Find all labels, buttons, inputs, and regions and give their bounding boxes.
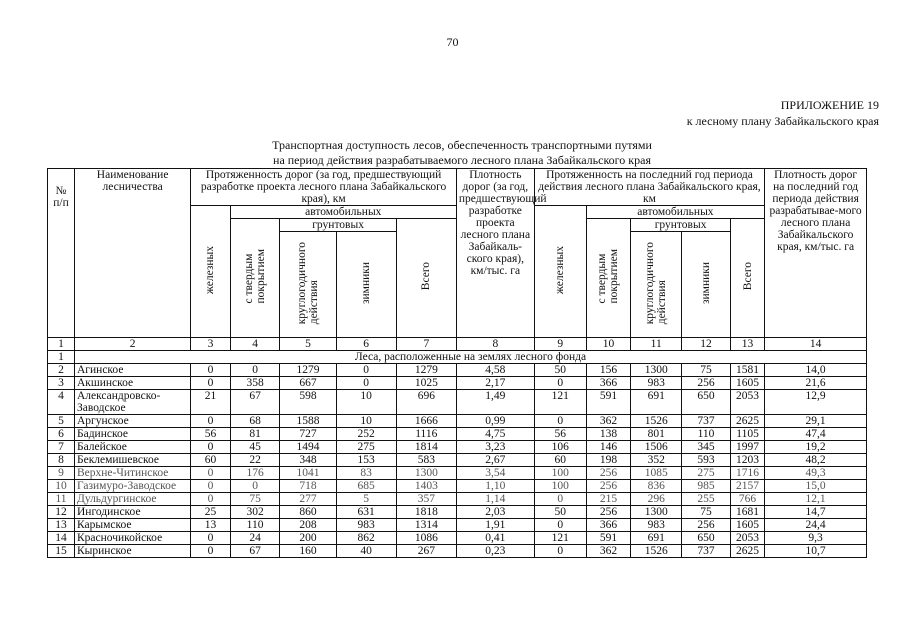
cell-col-6: 0 <box>336 364 396 377</box>
cell-col-10: 366 <box>586 519 631 532</box>
table-row <box>48 467 867 480</box>
cell-col-10: 362 <box>586 545 631 558</box>
table-row <box>48 506 867 519</box>
column-number: 11 <box>631 338 682 351</box>
header-allyear-1 <box>280 232 336 338</box>
cell-col-5: 348 <box>280 454 336 467</box>
cell-col-3: 13 <box>191 519 230 532</box>
header-allyear-1-line-2: действия <box>308 280 320 325</box>
row-number: 6 <box>48 428 75 441</box>
cell-col-3: 60 <box>191 454 230 467</box>
cell-col-3: 0 <box>191 364 230 377</box>
cell-col-13: 1716 <box>730 467 764 480</box>
cell-col-10: 156 <box>586 364 631 377</box>
cell-col-10: 256 <box>586 467 631 480</box>
cell-col-3: 0 <box>191 415 230 428</box>
section-row <box>48 351 867 364</box>
cell-col-9: 0 <box>534 519 586 532</box>
cell-col-9: 106 <box>534 441 586 454</box>
header-winter-2-text: зимники <box>700 261 713 305</box>
cell-col-8: 4,58 <box>456 364 534 377</box>
cell-col-11: 352 <box>631 454 682 467</box>
column-number: 6 <box>336 338 396 351</box>
row-number: 12 <box>48 506 75 519</box>
cell-col-7: 1814 <box>396 441 456 454</box>
cell-col-3: 56 <box>191 428 230 441</box>
cell-col-10: 366 <box>586 377 631 390</box>
cell-col-12: 256 <box>682 519 731 532</box>
header-allyear-2-text <box>644 242 668 324</box>
cell-col-10: 256 <box>586 506 631 519</box>
cell-col-4: 67 <box>230 390 280 415</box>
forestry-name: Газимуро-Заводское <box>74 480 190 493</box>
cell-col-10: 256 <box>586 480 631 493</box>
table-row <box>48 415 867 428</box>
cell-col-14: 24,4 <box>765 519 867 532</box>
cell-col-3: 0 <box>191 480 230 493</box>
header-rail-1-text: железных <box>204 245 217 295</box>
header-density-1: Плотность дорог (за год, предшествующий разработке проекта лесного плана Забайкаль-ского края), км/тыс. га <box>456 169 534 338</box>
cell-col-8: 1,14 <box>456 493 534 506</box>
forestry-name: Дульдургинское <box>74 493 190 506</box>
cell-col-13: 2157 <box>730 480 764 493</box>
cell-col-7: 583 <box>396 454 456 467</box>
cell-col-9: 50 <box>534 506 586 519</box>
header-total-2-text: Всего <box>741 262 754 291</box>
column-number: 8 <box>456 338 534 351</box>
row-number: 4 <box>48 390 75 415</box>
cell-col-14: 21,6 <box>765 377 867 390</box>
cell-col-12: 75 <box>682 506 731 519</box>
cell-col-8: 2,03 <box>456 506 534 519</box>
cell-col-3: 25 <box>191 506 230 519</box>
table-row <box>48 480 867 493</box>
cell-col-12: 737 <box>682 415 731 428</box>
cell-col-7: 1666 <box>396 415 456 428</box>
cell-col-13: 2625 <box>730 415 764 428</box>
header-allyear-2-line-1: круглогодичного <box>644 241 657 325</box>
column-number: 5 <box>280 338 336 351</box>
cell-col-7: 1314 <box>396 519 456 532</box>
cell-col-9: 100 <box>534 480 586 493</box>
cell-col-5: 718 <box>280 480 336 493</box>
column-number: 14 <box>765 338 867 351</box>
cell-col-5: 860 <box>280 506 336 519</box>
table-row <box>48 454 867 467</box>
table-title-line-2: на период действия разрабатываемого лесного плана Забайкальского края <box>273 153 651 167</box>
row-number: 9 <box>48 467 75 480</box>
cell-col-7: 1279 <box>396 364 456 377</box>
cell-col-10: 138 <box>586 428 631 441</box>
column-number: 10 <box>586 338 631 351</box>
table-row <box>48 545 867 558</box>
header-group-2: Протяженность на последний год периода действия лесного плана Забайкальского края, км <box>534 169 764 206</box>
table-row <box>48 428 867 441</box>
cell-col-6: 5 <box>336 493 396 506</box>
row-number: 8 <box>48 454 75 467</box>
cell-col-9: 56 <box>534 428 586 441</box>
table-row <box>48 441 867 454</box>
cell-col-11: 1300 <box>631 364 682 377</box>
cell-col-14: 14,0 <box>765 364 867 377</box>
forestry-name: Ингодинское <box>74 506 190 519</box>
row-number: 5 <box>48 415 75 428</box>
column-number: 3 <box>191 338 230 351</box>
cell-col-3: 21 <box>191 390 230 415</box>
cell-col-4: 110 <box>230 519 280 532</box>
header-num: № п/п <box>48 169 75 338</box>
cell-col-12: 110 <box>682 428 731 441</box>
cell-col-4: 67 <box>230 545 280 558</box>
header-allyear-2 <box>631 232 682 338</box>
header-paved-1-line-1: с твердым <box>243 253 256 304</box>
column-number: 12 <box>682 338 731 351</box>
cell-col-4: 45 <box>230 441 280 454</box>
cell-col-14: 29,1 <box>765 415 867 428</box>
section-label: Леса, расположенные на землях лесного фонда <box>74 351 866 364</box>
header-total-2 <box>730 219 764 338</box>
header-paved-2 <box>586 219 631 338</box>
cell-col-12: 737 <box>682 545 731 558</box>
cell-col-7: 1300 <box>396 467 456 480</box>
forestry-name: Агинское <box>74 364 190 377</box>
cell-col-13: 1581 <box>730 364 764 377</box>
cell-col-11: 801 <box>631 428 682 441</box>
page-number: 70 <box>446 35 459 49</box>
cell-col-12: 593 <box>682 454 731 467</box>
cell-col-12: 985 <box>682 480 731 493</box>
cell-col-14: 48,2 <box>765 454 867 467</box>
forestry-name: Красночикойское <box>74 532 190 545</box>
cell-col-10: 198 <box>586 454 631 467</box>
cell-col-3: 0 <box>191 532 230 545</box>
cell-col-12: 75 <box>682 364 731 377</box>
cell-col-6: 685 <box>336 480 396 493</box>
header-rail-1 <box>191 206 230 338</box>
header-auto-1: автомобильных <box>230 206 456 219</box>
cell-col-6: 40 <box>336 545 396 558</box>
table-row <box>48 364 867 377</box>
header-paved-2-line-1: с твердым <box>596 253 609 304</box>
cell-col-4: 75 <box>230 493 280 506</box>
cell-col-8: 2,17 <box>456 377 534 390</box>
cell-col-13: 1681 <box>730 506 764 519</box>
cell-col-3: 0 <box>191 467 230 480</box>
cell-col-3: 0 <box>191 377 230 390</box>
cell-col-10: 362 <box>586 415 631 428</box>
cell-col-11: 691 <box>631 390 682 415</box>
cell-col-6: 83 <box>336 467 396 480</box>
cell-col-4: 176 <box>230 467 280 480</box>
cell-col-10: 591 <box>586 532 631 545</box>
cell-col-5: 200 <box>280 532 336 545</box>
cell-col-6: 983 <box>336 519 396 532</box>
cell-col-9: 0 <box>534 545 586 558</box>
table-row <box>48 519 867 532</box>
cell-col-12: 345 <box>682 441 731 454</box>
cell-col-5: 598 <box>280 390 336 415</box>
row-number: 15 <box>48 545 75 558</box>
header-row-1 <box>48 169 867 206</box>
cell-col-5: 208 <box>280 519 336 532</box>
cell-col-9: 0 <box>534 415 586 428</box>
header-rail-2 <box>534 206 586 338</box>
cell-col-8: 0,41 <box>456 532 534 545</box>
header-total-1 <box>396 219 456 338</box>
cell-col-12: 650 <box>682 532 731 545</box>
cell-col-12: 255 <box>682 493 731 506</box>
cell-col-8: 0,99 <box>456 415 534 428</box>
header-paved-1-line-2: покрытием <box>255 249 268 304</box>
cell-col-11: 1526 <box>631 545 682 558</box>
cell-col-13: 2053 <box>730 532 764 545</box>
cell-col-5: 160 <box>280 545 336 558</box>
cell-col-7: 1086 <box>396 532 456 545</box>
cell-col-13: 1203 <box>730 454 764 467</box>
forestry-name: Бадинское <box>74 428 190 441</box>
cell-col-5: 1279 <box>280 364 336 377</box>
forestry-name: Аргунское <box>74 415 190 428</box>
cell-col-8: 3,54 <box>456 467 534 480</box>
row-number: 13 <box>48 519 75 532</box>
appendix-subtitle: к лесному плану Забайкальского края <box>686 114 879 128</box>
header-auto-2: автомобильных <box>586 206 765 219</box>
cell-col-10: 146 <box>586 441 631 454</box>
appendix-title: ПРИЛОЖЕНИЕ 19 <box>780 98 879 112</box>
cell-col-4: 81 <box>230 428 280 441</box>
table-body <box>48 364 867 558</box>
table-title-line-1: Транспортная доступность лесов, обеспеченность транспортными путями <box>272 138 652 152</box>
cell-col-7: 267 <box>396 545 456 558</box>
cell-col-6: 631 <box>336 506 396 519</box>
cell-col-11: 1300 <box>631 506 682 519</box>
cell-col-11: 1506 <box>631 441 682 454</box>
cell-col-8: 1,49 <box>456 390 534 415</box>
cell-col-4: 358 <box>230 377 280 390</box>
cell-col-4: 0 <box>230 480 280 493</box>
cell-col-13: 1605 <box>730 519 764 532</box>
cell-col-6: 0 <box>336 377 396 390</box>
cell-col-9: 50 <box>534 364 586 377</box>
cell-col-6: 153 <box>336 454 396 467</box>
forestry-name: Карымское <box>74 519 190 532</box>
column-number: 9 <box>534 338 586 351</box>
header-allyear-1-text <box>296 242 320 324</box>
cell-col-10: 591 <box>586 390 631 415</box>
cell-col-7: 1025 <box>396 377 456 390</box>
table-row <box>48 532 867 545</box>
cell-col-12: 256 <box>682 377 731 390</box>
header-rail-2-text: железных <box>554 245 567 295</box>
table-row <box>48 493 867 506</box>
header-winter-1 <box>336 232 396 338</box>
cell-col-9: 121 <box>534 532 586 545</box>
row-number: 7 <box>48 441 75 454</box>
table-title <box>252 138 672 168</box>
cell-col-14: 49,3 <box>765 467 867 480</box>
header-allyear-2-line-2: действия <box>656 280 669 325</box>
cell-col-6: 10 <box>336 415 396 428</box>
header-paved-2-line-2: покрытием <box>608 249 621 304</box>
header-total-1-text: Всего <box>420 262 433 291</box>
cell-col-11: 691 <box>631 532 682 545</box>
cell-col-8: 0,23 <box>456 545 534 558</box>
cell-col-14: 12,1 <box>765 493 867 506</box>
cell-col-14: 19,2 <box>765 441 867 454</box>
forestry-name: Акшинское <box>74 377 190 390</box>
cell-col-8: 1,10 <box>456 480 534 493</box>
cell-col-11: 1526 <box>631 415 682 428</box>
cell-col-10: 215 <box>586 493 631 506</box>
cell-col-6: 252 <box>336 428 396 441</box>
cell-col-11: 296 <box>631 493 682 506</box>
forestry-name: Беклемишевское <box>74 454 190 467</box>
cell-col-14: 10,7 <box>765 545 867 558</box>
cell-col-14: 14,7 <box>765 506 867 519</box>
cell-col-7: 1116 <box>396 428 456 441</box>
header-density-2: Плотность дорог на последний год периода действия разрабатывае-мого лесного плана Забайкальского края, км/тыс. га <box>765 169 867 338</box>
header-allyear-1-line-1: круглогодичного <box>296 241 308 325</box>
table-row <box>48 377 867 390</box>
cell-col-7: 1818 <box>396 506 456 519</box>
row-number: 2 <box>48 364 75 377</box>
cell-col-7: 696 <box>396 390 456 415</box>
section-num: 1 <box>48 351 75 364</box>
appendix-label <box>687 97 879 129</box>
header-group-1: Протяженность дорог (за год, предшествующий разработке проекта лесного плана Забайкальского края), км <box>191 169 457 206</box>
cell-col-9: 60 <box>534 454 586 467</box>
cell-col-14: 47,4 <box>765 428 867 441</box>
cell-col-8: 1,91 <box>456 519 534 532</box>
row-number: 11 <box>48 493 75 506</box>
cell-col-8: 3,23 <box>456 441 534 454</box>
cell-col-14: 9,3 <box>765 532 867 545</box>
cell-col-14: 15,0 <box>765 480 867 493</box>
cell-col-8: 2,67 <box>456 454 534 467</box>
cell-col-12: 275 <box>682 467 731 480</box>
row-number: 10 <box>48 480 75 493</box>
cell-col-5: 1494 <box>280 441 336 454</box>
column-number: 13 <box>730 338 764 351</box>
cell-col-14: 12,9 <box>765 390 867 415</box>
table-row <box>48 390 867 415</box>
column-number: 2 <box>74 338 190 351</box>
column-number: 7 <box>396 338 456 351</box>
cell-col-11: 983 <box>631 377 682 390</box>
cell-col-7: 357 <box>396 493 456 506</box>
cell-col-9: 121 <box>534 390 586 415</box>
cell-col-6: 10 <box>336 390 396 415</box>
row-number: 3 <box>48 377 75 390</box>
forestry-name: Кыринское <box>74 545 190 558</box>
cell-col-3: 0 <box>191 545 230 558</box>
cell-col-7: 1403 <box>396 480 456 493</box>
cell-col-13: 766 <box>730 493 764 506</box>
header-winter-2 <box>682 232 731 338</box>
header-paved-2-text <box>596 249 620 304</box>
cell-col-5: 727 <box>280 428 336 441</box>
cell-col-13: 1605 <box>730 377 764 390</box>
column-number: 4 <box>230 338 280 351</box>
cell-col-13: 2053 <box>730 390 764 415</box>
cell-col-8: 4,75 <box>456 428 534 441</box>
cell-col-5: 1041 <box>280 467 336 480</box>
road-table <box>47 168 867 558</box>
cell-col-6: 862 <box>336 532 396 545</box>
forestry-name: Верхне-Читинское <box>74 467 190 480</box>
header-paved-1 <box>230 219 280 338</box>
cell-col-5: 277 <box>280 493 336 506</box>
cell-col-13: 2625 <box>730 545 764 558</box>
cell-col-6: 275 <box>336 441 396 454</box>
cell-col-3: 0 <box>191 493 230 506</box>
header-ground-1: грунтовых <box>280 219 396 232</box>
cell-col-13: 1105 <box>730 428 764 441</box>
column-number-row <box>48 338 867 351</box>
cell-col-4: 302 <box>230 506 280 519</box>
cell-col-4: 24 <box>230 532 280 545</box>
cell-col-9: 0 <box>534 377 586 390</box>
cell-col-13: 1997 <box>730 441 764 454</box>
header-paved-1-text <box>243 249 267 304</box>
cell-col-4: 0 <box>230 364 280 377</box>
cell-col-12: 650 <box>682 390 731 415</box>
column-number: 1 <box>48 338 75 351</box>
header-ground-2: грунтовых <box>631 219 731 232</box>
cell-col-4: 22 <box>230 454 280 467</box>
header-winter-1-text: зимники <box>360 261 373 305</box>
header-name: Наименование лесничества <box>74 169 190 338</box>
forestry-name: Балейское <box>74 441 190 454</box>
cell-col-11: 836 <box>631 480 682 493</box>
row-number: 14 <box>48 532 75 545</box>
cell-col-3: 0 <box>191 441 230 454</box>
cell-col-5: 1588 <box>280 415 336 428</box>
cell-col-11: 1085 <box>631 467 682 480</box>
cell-col-11: 983 <box>631 519 682 532</box>
forestry-name: Александровско-Заводское <box>74 390 190 415</box>
cell-col-4: 68 <box>230 415 280 428</box>
cell-col-5: 667 <box>280 377 336 390</box>
cell-col-9: 0 <box>534 493 586 506</box>
cell-col-9: 100 <box>534 467 586 480</box>
